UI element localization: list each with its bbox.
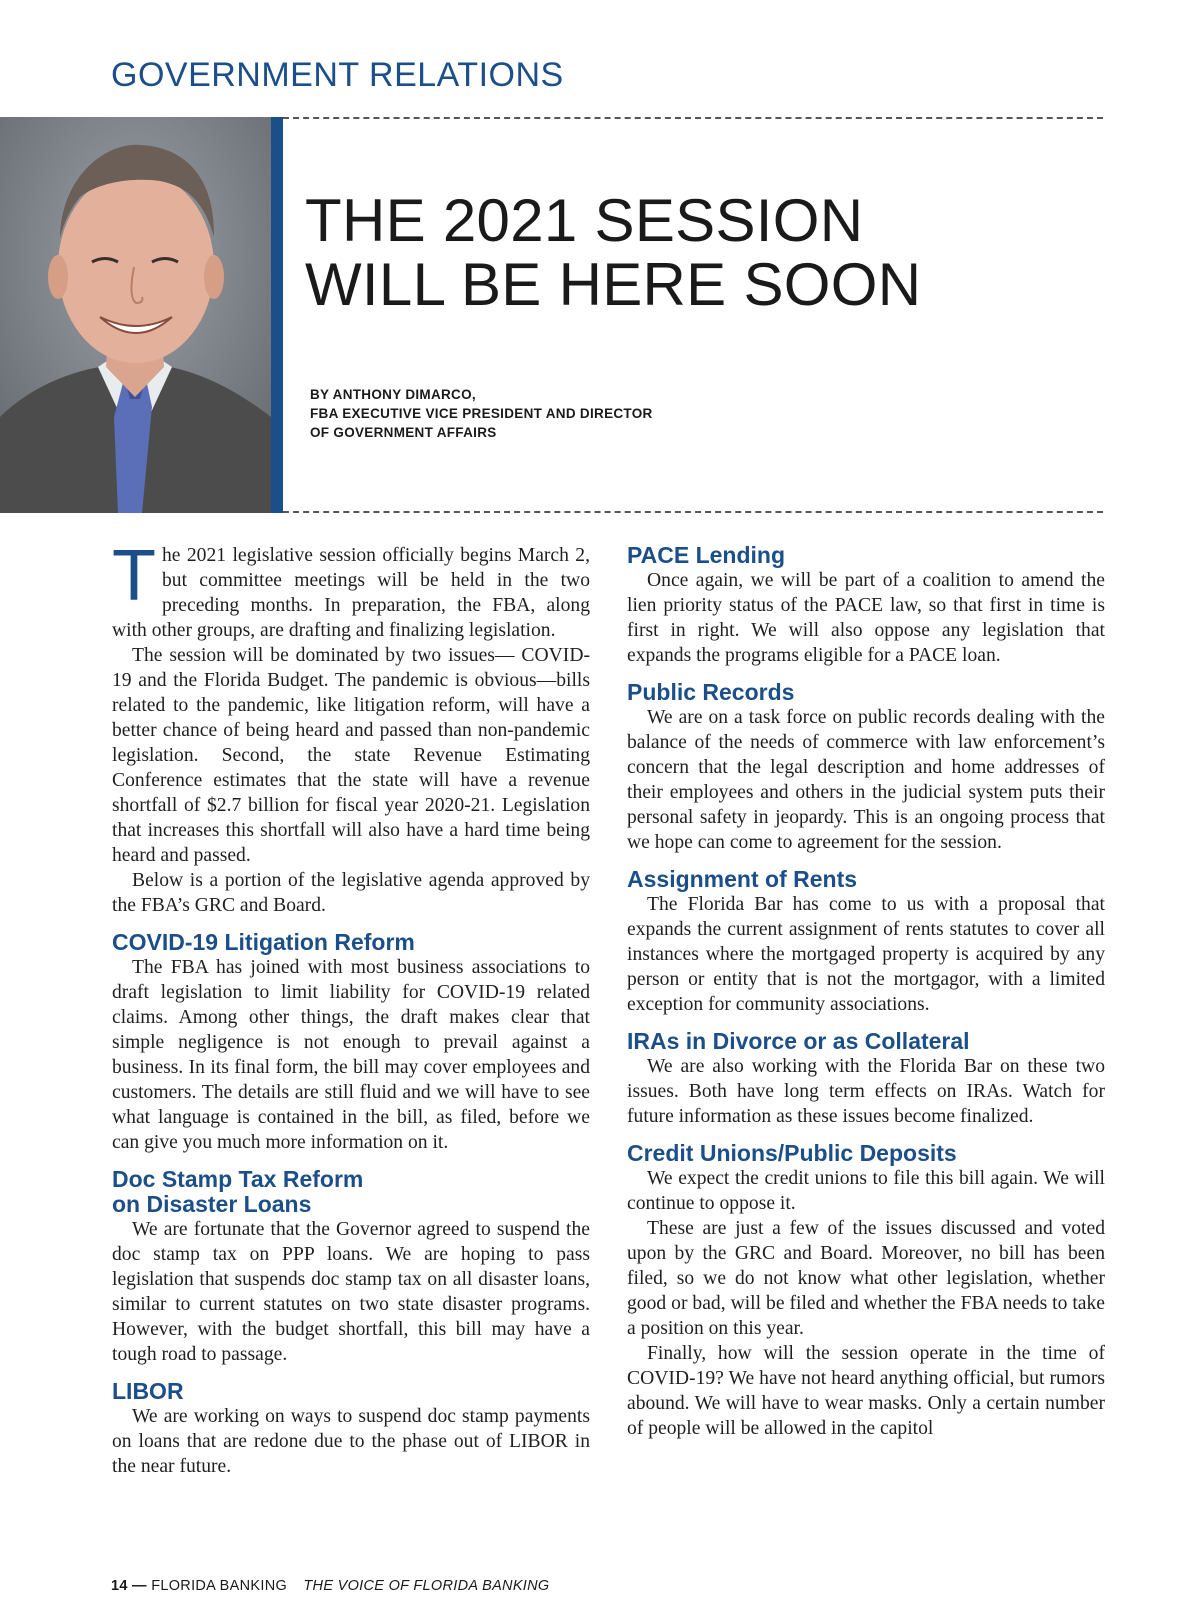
intro-text: he 2021 legislative session officially begins March 2, but committee meetings will be held in the two preceding months. In preparation, the FBA, along with other groups, are drafting and finalizing legislation. bbox=[112, 545, 590, 641]
right-column bbox=[627, 543, 1105, 1441]
body-paragraph: The session will be dominated by two issues— COVID-19 and the Florida Budget. The pandemic is obvious—bills related to the pandemic, like litigation reform, will have a better chance of being heard and passed than non-pandemic legislation. Second, the state Revenue Estimating Conference estimates that the state will have a revenue shortfall of $2.7 billion for fiscal year 2020-21. Legislation that increases this shortfall will also have a hard time being heard and passed. bbox=[112, 645, 590, 866]
publication-name: FLORIDA BANKING bbox=[151, 1578, 288, 1594]
page-number: 14 — bbox=[111, 1578, 147, 1594]
body-paragraph: We expect the credit unions to file this bill again. We will continue to oppose it. bbox=[627, 1168, 1105, 1214]
heading-assignment-rents: Assignment of Rents bbox=[627, 866, 858, 892]
body-paragraph: The FBA has joined with most business associations to draft legislation to limit liability for COVID-19 related claims. Among other things, the draft makes clear that simple negligence is not enough to prevail against a business. In its final form, the bill may cover employees and customers. The details are still fluid and we will have to see what language is contained in the bill, as filed, before we can give you much more information on it. bbox=[112, 957, 590, 1153]
body-paragraph: Finally, how will the session operate in the time of COVID-19? We have not heard anything official, but rumors abound. We will have to wear masks. Only a certain number of people will be allowed in the capitol bbox=[627, 1343, 1105, 1439]
body-paragraph: Below is a portion of the legislative agenda approved by the FBA’s GRC and Board. bbox=[112, 870, 590, 916]
dashed-rule-bottom bbox=[283, 511, 1103, 513]
heading-covid-litigation: COVID-19 Litigation Reform bbox=[112, 929, 415, 955]
body-paragraph: Once again, we will be part of a coalition to amend the lien priority status of the PACE law, so that first in time is first in right. We will also oppose any legislation that expands the programs eligible for a PACE loan. bbox=[627, 570, 1105, 666]
body-paragraph: We are also working with the Florida Bar on these two issues. Both have long term effects on IRAs. Watch for future information as these issues become finalized. bbox=[627, 1056, 1105, 1127]
body-paragraph: These are just a few of the issues discussed and voted upon by the GRC and Board. Moreover, no bill has been filed, so we do not know what other legislation, whether good or bad, will be filed and whether the FBA needs to take a position on this year. bbox=[627, 1218, 1105, 1339]
body-paragraph: We are fortunate that the Governor agreed to suspend the doc stamp tax on PPP loans. We are hoping to pass legislation that suspends doc stamp tax on all disaster loans, similar to current statutes on two state disaster programs. However, with the budget shortfall, this bill may have a tough road to passage. bbox=[112, 1219, 590, 1365]
byline-title-cont: OF GOVERNMENT AFFAIRS bbox=[310, 425, 497, 440]
heading-public-records: Public Records bbox=[627, 679, 795, 705]
heading-pace: PACE Lending bbox=[627, 542, 786, 568]
heading-doc-stamp-line-1: Doc Stamp Tax Reform bbox=[112, 1166, 364, 1192]
heading-credit-unions: Credit Unions/Public Deposits bbox=[627, 1140, 957, 1166]
drop-cap: T bbox=[112, 536, 156, 616]
byline-author: BY ANTHONY DIMARCO, bbox=[310, 387, 476, 402]
heading-libor: LIBOR bbox=[112, 1378, 184, 1404]
byline-title: FBA EXECUTIVE VICE PRESIDENT AND DIRECTOR bbox=[310, 406, 653, 421]
accent-bar bbox=[271, 117, 283, 513]
body-paragraph: We are on a task force on public records dealing with the balance of the needs of commerce with law enforcement’s concern that the legal description and home addresses of their employees and others in the judicial system puts their personal safety in jeopardy. This is an ongoing process that we hope can come to agreement for the session. bbox=[627, 707, 1105, 853]
body-paragraph: The Florida Bar has come to us with a proposal that expands the current assignment of rents statutes to cover all instances where the mortgaged property is acquired by any person or entity that is not the mortgagor, with a limited exception for community associations. bbox=[627, 894, 1105, 1015]
article-headline bbox=[305, 189, 921, 317]
page-footer bbox=[111, 1578, 549, 1594]
body-paragraph: We are working on ways to suspend doc stamp payments on loans that are redone due to the phase out of LIBOR in the near future. bbox=[112, 1406, 590, 1477]
section-title: GOVERNMENT RELATIONS bbox=[111, 56, 564, 94]
intro-paragraph bbox=[112, 536, 590, 643]
left-column bbox=[112, 536, 590, 1479]
publication-tagline: THE VOICE OF FLORIDA BANKING bbox=[303, 1578, 550, 1594]
author-portrait bbox=[0, 117, 271, 513]
headline-line-2: WILL BE HERE SOON bbox=[305, 251, 922, 318]
heading-doc-stamp-line-2: on Disaster Loans bbox=[112, 1191, 312, 1217]
heading-doc-stamp bbox=[112, 1167, 590, 1217]
headline-line-1: THE 2021 SESSION bbox=[305, 187, 864, 254]
heading-iras: IRAs in Divorce or as Collateral bbox=[627, 1028, 970, 1054]
dashed-rule-top bbox=[283, 117, 1103, 119]
portrait-illustration bbox=[0, 117, 271, 513]
article-header bbox=[0, 117, 1200, 513]
byline bbox=[310, 385, 653, 442]
